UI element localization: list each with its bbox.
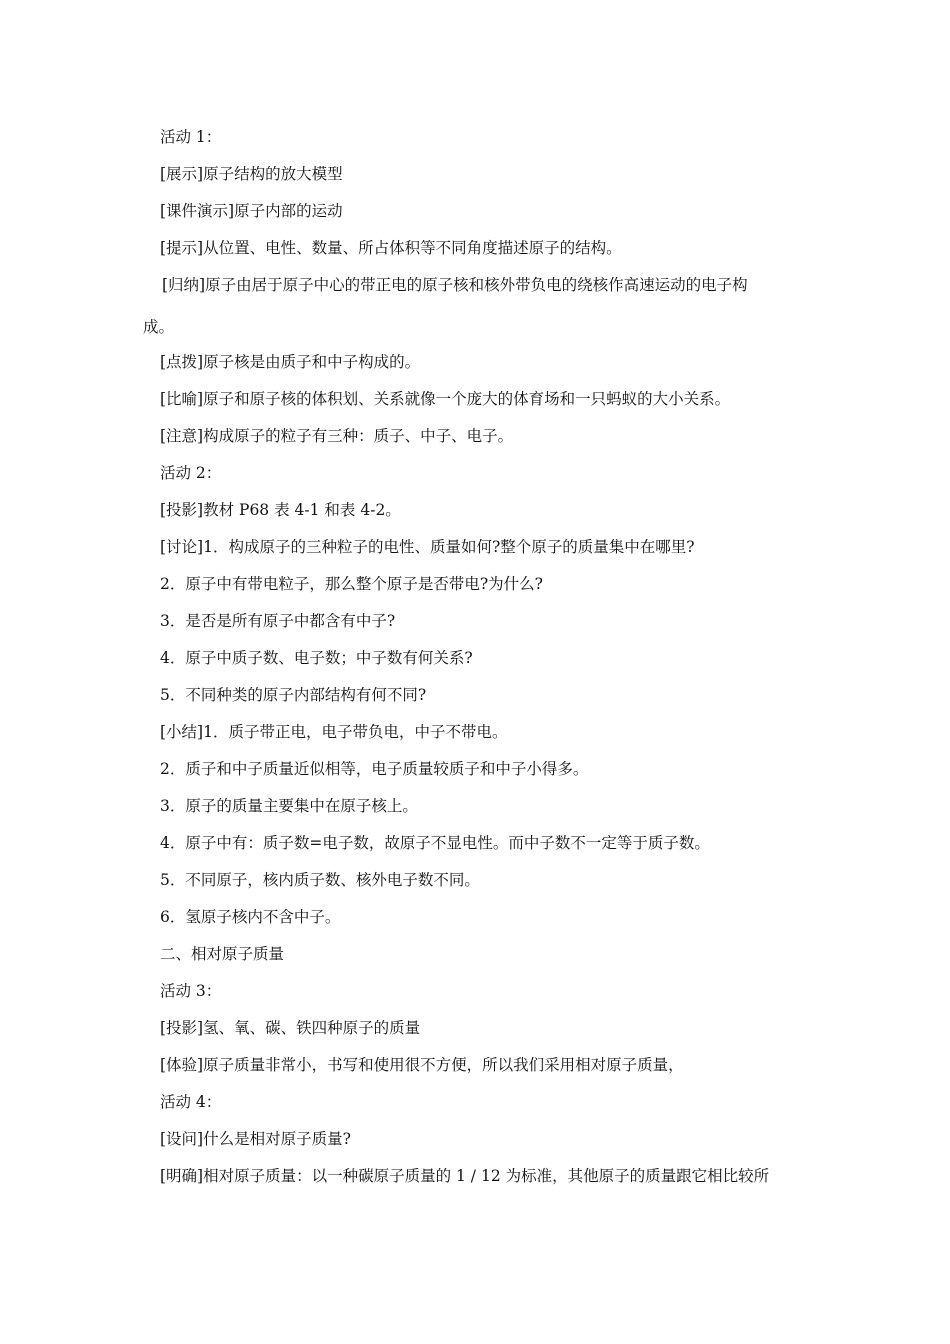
paragraph-summary-continued: 成。 (143, 318, 175, 336)
discussion-item-4: 4．原子中质子数、电子数；中子数有何关系? (160, 649, 473, 667)
activity-1-heading: 活动 1： (160, 128, 222, 146)
paragraph-courseware: [课件演示]原子内部的运动 (160, 202, 343, 220)
paragraph-hint: [提示]从位置、电性、数量、所占体积等不同角度描述原子的结构。 (160, 239, 622, 257)
discussion-item-5: 5．不同种类的原子内部结构有何不同? (160, 686, 427, 704)
discussion-item-2: 2．原子中有带电粒子，那么整个原子是否带电?为什么? (160, 575, 543, 593)
paragraph-summary: [归纳]原子由居于原子中心的带正电的原子核和核外带负电的绕核作高速运动的电子构 (162, 276, 748, 294)
paragraph-note: [注意]构成原子的粒子有三种：质子、中子、电子。 (160, 427, 514, 445)
conclusion-item-6: 6．氢原子核内不含中子。 (160, 908, 341, 926)
paragraph-projection-atoms: [投影]氢、氧、碳、铁四种原子的质量 (160, 1019, 421, 1037)
conclusion-item-5: 5．不同原子，核内质子数、核外电子数不同。 (160, 871, 480, 889)
conclusion-item-3: 3．原子的质量主要集中在原子核上。 (160, 797, 418, 815)
paragraph-display: [展示]原子结构的放大模型 (160, 165, 343, 183)
conclusion-item-4: 4．原子中有：质子数=电子数，故原子不显电性。而中子数不一定等于质子数。 (160, 834, 710, 852)
activity-4-heading: 活动 4： (160, 1093, 222, 1111)
paragraph-projection: [投影]教材 P68 表 4-1 和表 4-2。 (160, 501, 401, 519)
section-heading-relative-atomic-mass: 二、相对原子质量 (160, 945, 285, 963)
activity-3-heading: 活动 3： (160, 982, 222, 1000)
paragraph-experience: [体验]原子质量非常小，书写和使用很不方便，所以我们采用相对原子质量， (160, 1056, 684, 1074)
paragraph-pointer: [点拨]原子核是由质子和中子构成的。 (160, 353, 421, 371)
conclusion-item-2: 2．质子和中子质量近似相等，电子质量较质子和中子小得多。 (160, 760, 589, 778)
activity-2-heading: 活动 2： (160, 464, 222, 482)
paragraph-question: [设问]什么是相对原子质量? (160, 1130, 351, 1148)
paragraph-definition: [明确]相对原子质量：以一种碳原子质量的 1 / 12 为标准，其他原子的质量跟它相比较所 (160, 1167, 770, 1185)
paragraph-metaphor: [比喻]原子和原子核的体积划、关系就像一个庞大的体育场和一只蚂蚁的大小关系。 (160, 390, 731, 408)
discussion-item-1: [讨论]1．构成原子的三种粒子的电性、质量如何?整个原子的质量集中在哪里? (160, 538, 695, 556)
discussion-item-3: 3．是否是所有原子中都含有中子? (160, 612, 396, 630)
conclusion-item-1: [小结]1．质子带正电，电子带负电，中子不带电。 (160, 723, 508, 741)
